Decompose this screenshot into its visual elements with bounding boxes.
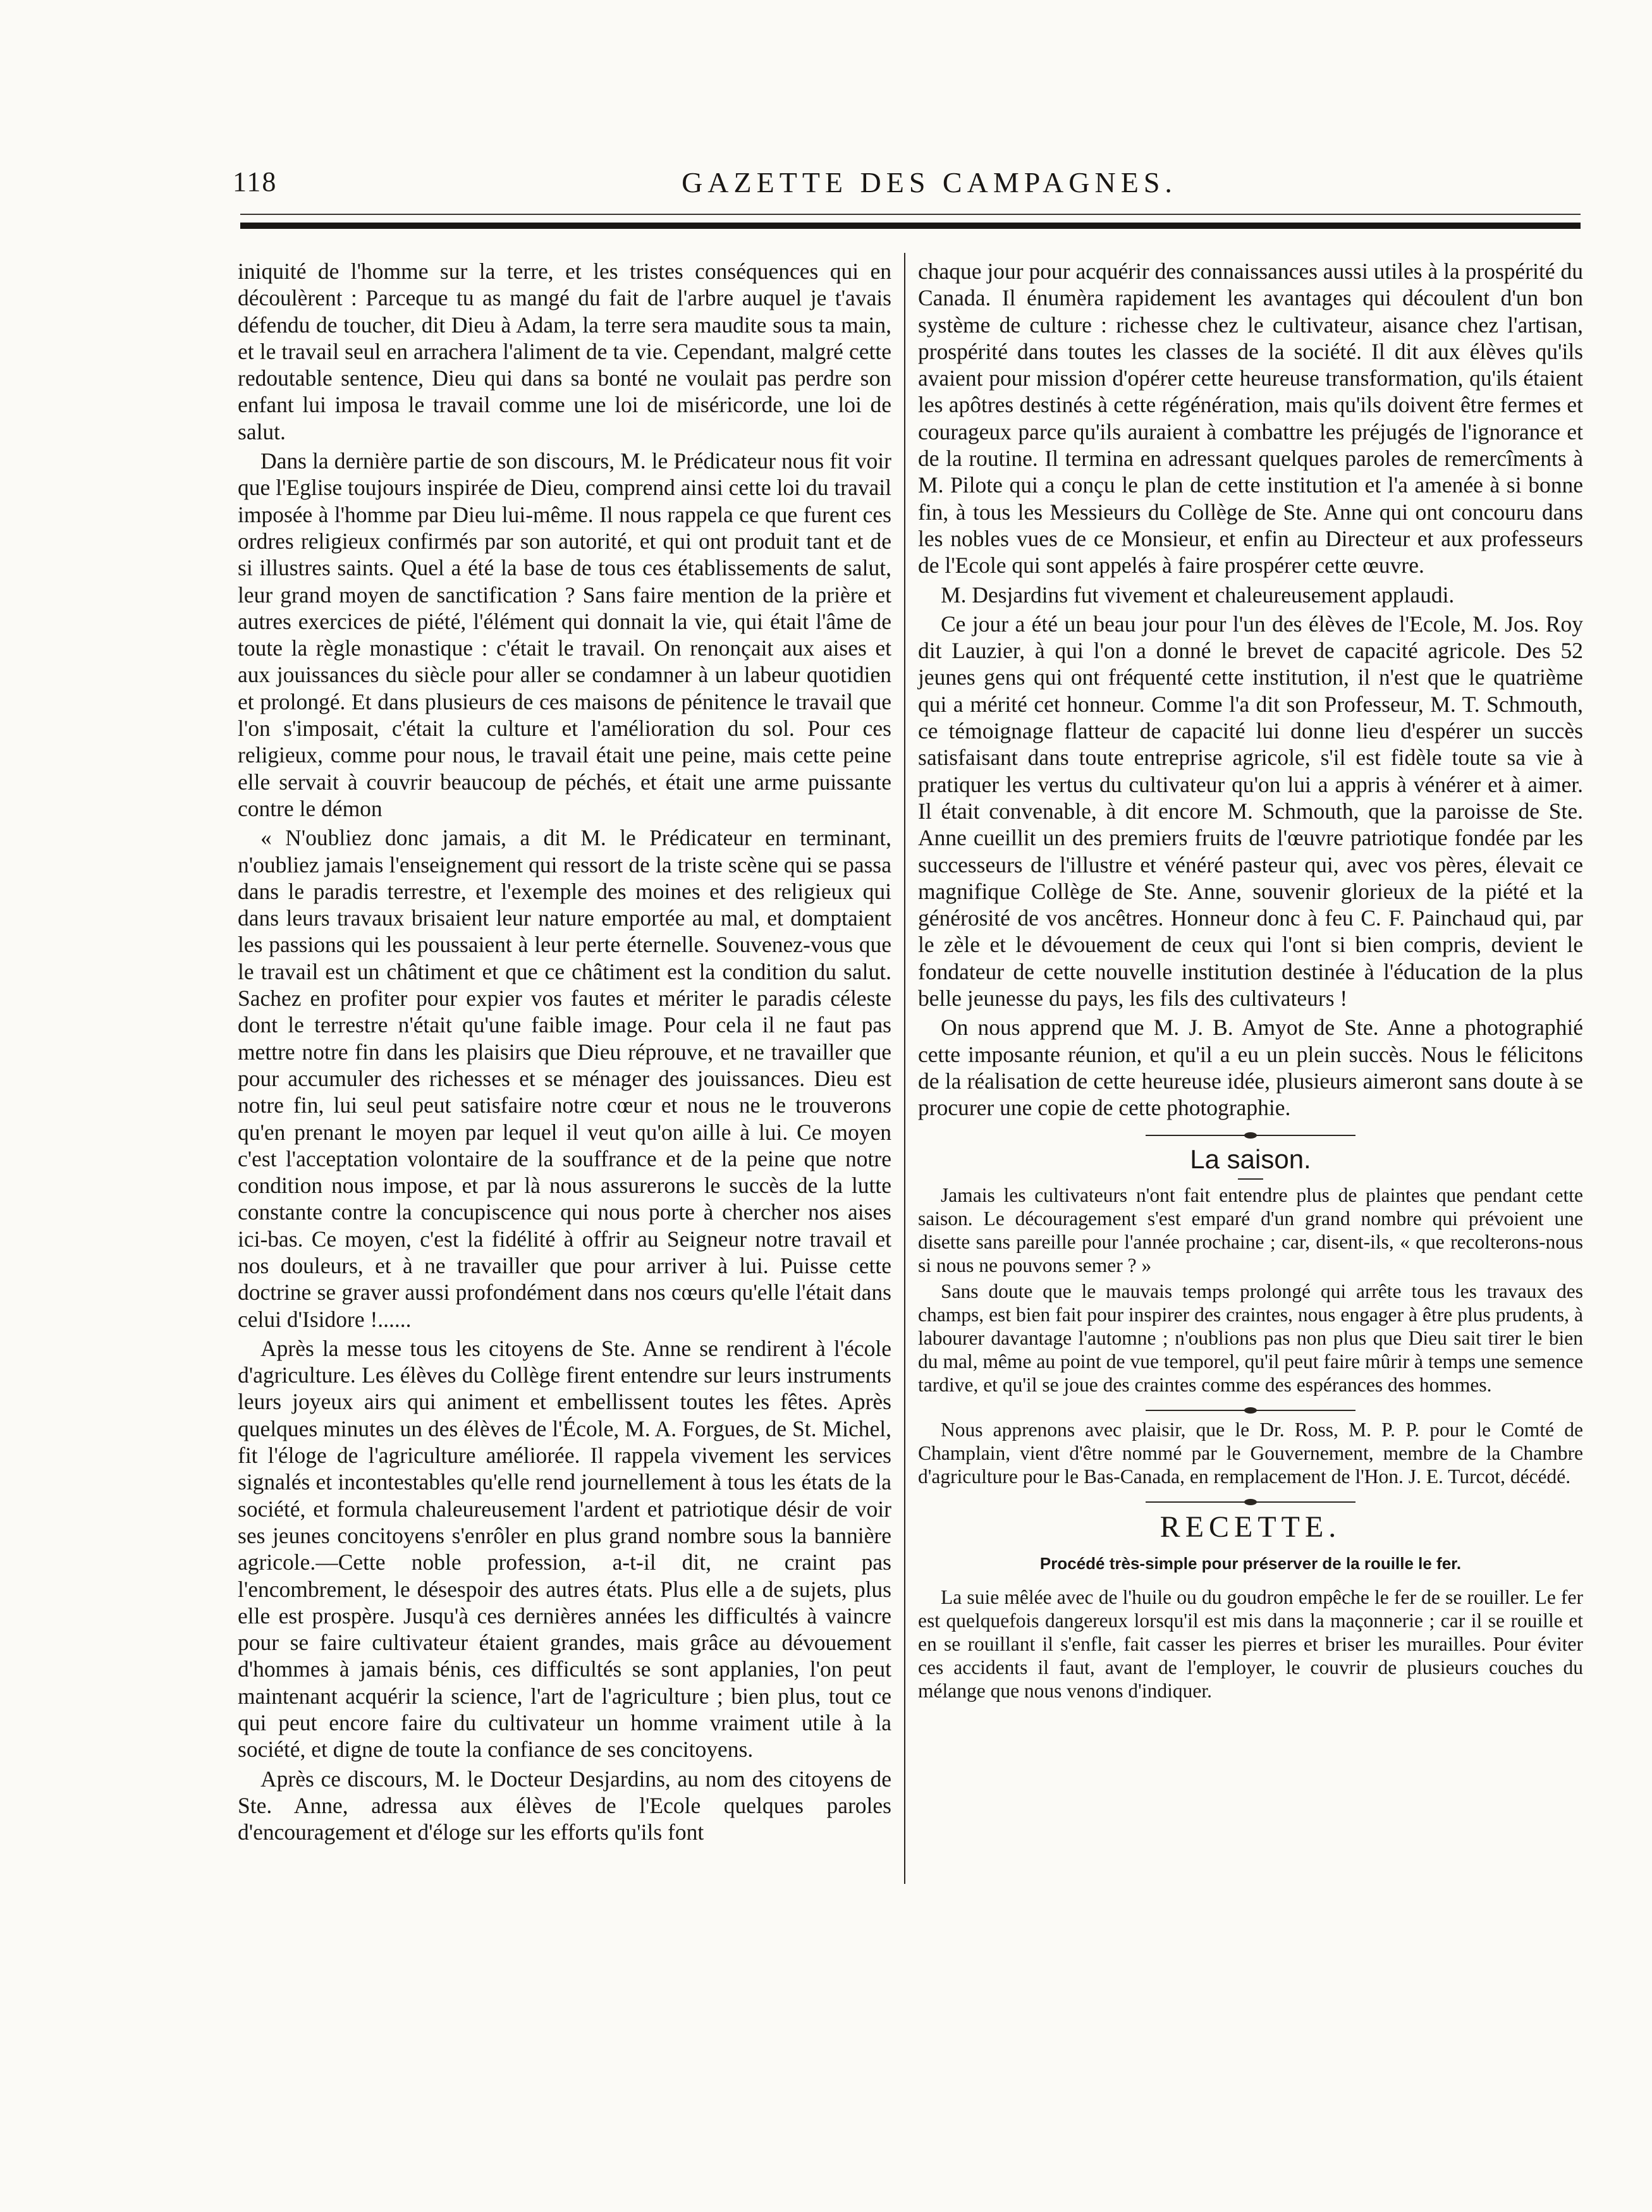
paragraph: M. Desjardins fut vivement et chaleureusement applaudi. xyxy=(941,582,1455,608)
paragraph: Après ce discours, M. le Docteur Desjardins, au nom des citoyens de Ste. Anne, adressa aux élèves de l'Ecole quelques paroles d'encouragement et d'éloge sur les efforts qu'ils font xyxy=(238,1766,891,1845)
paragraph: Jamais les cultivateurs n'ont fait entendre plus de plaintes que pendant cette saison. Le découragement s'est emparé d'un grand nombre qui prévoient une disette sans pareille pour l'année prochaine ; car, disent-ils, « que recolterons-nous si nous ne pouvons semer ? » xyxy=(918,1183,1583,1276)
paragraph: Après la messe tous les citoyens de Ste. Anne se rendirent à l'école d'agriculture. Les élèves du Collège firent entendre sur leurs instruments leurs joyeux airs qui animent et embellissent toutes les fêtes. Après quelques minutes un des élèves de l'École, M. A. Forgues, de St. Michel, fit l'éloge de l'agriculture améliorée. Il rappela vivement les services signalés et incontestables qu'elle rend journellement à tous les états de la société, et formula chaleureusement l'ardent et patriotique désir de voir ses jeunes concitoyens s'enrôler en plus grand nombre sous la bannière agricole.—Cette noble profession, a-t-il dit, ne craint pas l'encombrement, le désespoir des autres états. Plus elle a de sujets, plus elle est prospère. Jusqu'à ces dernières années les difficultés à vaincre pour se faire cultivateur étaient grandes, mais grâce au dévouement d'hommes à jamais bénis, ces difficultés se sont applanies, l'on peut maintenant acquérir la science, l'art de l'agriculture ; bien plus, tout ce qui peut encore faire du cultivateur un homme vraiment utile à la société, et digne de toute la confiance de ses concitoyens. xyxy=(238,1335,891,1763)
heading-rule xyxy=(1238,1178,1263,1180)
paragraph: iniquité de l'homme sur la terre, et les tristes conséquences qui en découlèrent : Parceque tu as mangé du fait de l'arbre auquel je t'avais défendu de toucher, dit Dieu à Adam, la terre sera maudite sous ta main, et le travail seul en arrachera l'aliment de ta vie. Cependant, malgré cette redoutable sentence, Dieu qui dans sa bonté ne voulait pas perdre son enfant lui imposa le travail comme une loi de miséricorde, une loi de salut. xyxy=(238,259,891,444)
paragraph: Sans doute que le mauvais temps prolongé qui arrête tous les travaux des champs, est bien fait pour inspirer des craintes, nous engager à être plus prudents, à labourer davantage l'automne ; n'oublions pas non plus que Dieu sait tirer le bien du mal, même au point de vue temporel, qu'il peut faire mûrir à temps une semence tardive, et qu'il se joue des craintes comme des espérances des hommes. xyxy=(918,1280,1583,1396)
right-column xyxy=(918,258,1583,1702)
paragraph: Dans la dernière partie de son discours, M. le Prédicateur nous fit voir que l'Eglise toujours inspirée de Dieu, comprend ainsi cette loi du travail imposée à l'homme par Dieu lui-même. Il nous rappela ce que furent ces ordres religieux confirmés par son autorité, et qui ont produit tant et de si illustres saints. Quel a été la base de tous ces établissements de salut, leur grand moyen de sanctification ? Sans faire mention de la prière et autres exercices de piété, l'élément qui donnait la vie, qui était l'âme de toute la règle monastique : c'était le travail. On renonçait aux aises et aux jouissances du siècle pour aller se condamner à un labeur quotidien et prolongé. Et dans plusieurs de ces maisons de pénitence le travail que l'on s'imposait, c'était la culture et l'amélioration du sol. Pour ces religieux, comme pour nous, le travail était une peine, mais cette peine elle servait à couvrir beaucoup de péchés, et était une arme puissante contre le démon xyxy=(238,448,891,821)
left-column xyxy=(238,258,891,1846)
paragraph: « N'oubliez donc jamais, a dit M. le Prédicateur en terminant, n'oubliez jamais l'enseignement qui ressort de la triste scène qui se passa dans le paradis terrestre, et l'exemple des moines et des religieux qui dans leurs travaux brisaient leur nature emportée au mal, et domptaient les passions qui les poussaient à leur perte éternelle. Souvenez-vous que le travail est un châtiment et que ce châtiment est la condition du salut. Sachez en profiter pour expier vos fautes et mériter le paradis céleste dont le terrestre n'était qu'une faible image. Pour cela il ne faut pas mettre notre fin dans les plaisirs que Dieu réprouve, et ne travailler que pour accumuler des richesses et se ménager des jouissances. Dieu est notre fin, lui seul peut satisfaire notre cœur et nous ne le trouverons qu'en prenant le moyen par lequel il veut qu'on aille à lui. Ce moyen c'est l'acceptation volontaire de la souffrance et de la peine que notre condition nous impose, et par là nous assurerons le succès de la lutte constante contre la concupiscence qui nous porte à chercher nos aises ici-bas. Ce moyen, c'est la fidélité à offrir au Seigneur notre travail et nos douleurs, et à ne travailler que pour arriver à lui. Puisse cette doctrine se graver aussi profondément dans nos cœurs qu'elle l'était dans celui d'Isidore !...... xyxy=(238,825,891,1332)
paragraph: chaque jour pour acquérir des connaissances aussi utiles à la prospérité du Canada. Il énumèra rapidement les avantages qui découlent d'un bon système de culture : richesse chez le cultivateur, aisance chez l'artisan, prospérité dans toutes les classes de la société. Il dit aux élèves qu'ils avaient pour mission d'opérer cette heureuse transformation, qu'ils étaient les apôtres destinés à cette régénération, mais qu'ils doivent être fermes et courageux parce qu'ils auraient à combattre les préjugés de l'ignorance et de la routine. Il termina en adressant quelques paroles de remercîments à M. Pilote qui a conçu le plan de cette institution et l'a amenée à si bonne fin, à tous les Messieurs du Collège de Ste. Anne qui ont concouru dans les nobles vues de ce Monsieur, et enfin au Directeur et aux professeurs de l'Ecole qui sont appelés à faire prospérer cette œuvre. xyxy=(918,259,1583,578)
section-ornament xyxy=(918,1407,1583,1414)
saison-heading: La saison. xyxy=(1190,1144,1311,1174)
recette-subtitle: Procédé très-simple pour préserver de la rouille le fer. xyxy=(1039,1553,1462,1573)
section-ornament xyxy=(918,1132,1583,1139)
column-divider xyxy=(904,253,905,1884)
paragraph: On nous apprend que M. J. B. Amyot de Ste. Anne a photographié cette imposante réunion, et qu'il a eu un plein succès. Nous le félicitons de la réalisation de cette heureuse idée, plusieurs aimeront sans doute à se procurer une copie de cette photographie. xyxy=(918,1015,1583,1121)
recette-heading: RECETTE. xyxy=(1159,1510,1342,1544)
page-number: 118 xyxy=(233,166,278,197)
header-rule-thin xyxy=(240,214,1581,215)
paragraph: Nous apprenons avec plaisir, que le Dr. Ross, M. P. P. pour le Comté de Champlain, vient d'être nommé par le Gouvernement, membre de la Chambre d'agriculture pour le Bas-Canada, en remplacement de l'Hon. J. E. Turcot, décédé. xyxy=(918,1418,1583,1488)
paragraph: Ce jour a été un beau jour pour l'un des élèves de l'Ecole, M. Jos. Roy dit Lauzier, à qui l'on a donné le brevet de capacité agricole. Des 52 jeunes gens qui ont fréquenté cette institution, il n'est que le quatrième qui a mérité cet honneur. Comme l'a dit son Professeur, M. T. Schmouth, ce témoignage flatteur de capacité lui donne lieu d'espérer un succès satisfaisant dans toute entreprise agricole, s'il est fidèle toute sa vie à pratiquer les vertus du cultivateur qu'on lui a appris à vénérer et à aimer. Il était convenable, à dit encore M. Schmouth, que la paroisse de Ste. Anne cueillit un des premiers fruits de l'œuvre patriotique fondée par les successeurs de l'illustre et vénéré pasteur qui, avec vos pères, élevait ce magnifique Collège de Ste. Anne, souvenir glorieux de la piété et la générosité de vos ancêtres. Honneur donc à feu C. F. Painchaud qui, par le zèle et le dévouement de ceux qui l'ont si bien compris, devient le fondateur de cette nouvelle institution destinée à l'éducation de la plus belle jeunesse du pays, les fils des cultivateurs ! xyxy=(918,611,1583,1011)
header-rule xyxy=(240,223,1581,229)
section-ornament xyxy=(918,1498,1583,1506)
paragraph: La suie mêlée avec de l'huile ou du goudron empêche le fer de se rouiller. Le fer est quelquefois dangereux lorsqu'il est mis dans la maçonnerie ; car il se rouille et en se rouillant il s'enfle, fait casser les pierres et briser les murailles. Pour éviter ces accidents il faut, avant de l'employer, le couvrir de plusieurs couches du mélange que nous venons d'indiquer. xyxy=(918,1586,1583,1702)
running-head-title: GAZETTE DES CAMPAGNES. xyxy=(682,166,1177,199)
